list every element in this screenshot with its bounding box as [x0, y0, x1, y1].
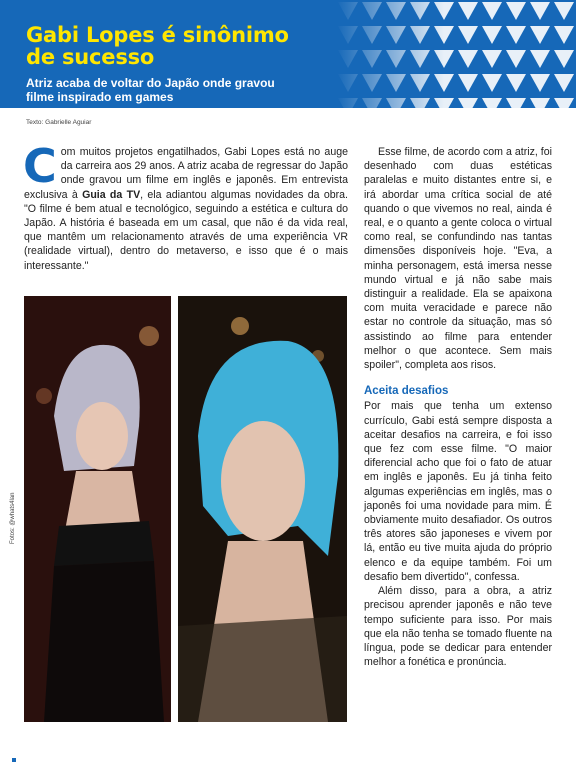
photo-illustration-1 [24, 296, 171, 722]
page-title [26, 24, 289, 68]
photo-illustration-2 [178, 296, 347, 722]
title-line-2: de sucesso [26, 45, 155, 69]
section-title: Aceita desafios [364, 385, 449, 398]
article-right-column [364, 145, 552, 669]
photo-gabi-right [178, 296, 347, 722]
intro-text-1: om muitos projetos engatilhados, Gabi Lopes está no auge da carreira aos 29 anos. A atriz acaba de regressar do Japão onde gravou um filme em inglês e japonês. Em entrevista exclusiva à [24, 146, 348, 201]
paragraph-film-aesthetics: Esse filme, de acordo com a atriz, foi desenhado com duas estéticas paralelas e muito distantes entre si, e irá abordar uma crítica social de até quando o que vivemos no real, ainda é real, e o quanto a gente coloca o virtual como real, se confundindo nas tantas dimensões disponíveis hoje. "Eva, a minha personagem, está imersa nesse mundo virtual e já não sabe mais distinguir a realidade. Ela se apaixona com muita veracidade e parece não estar no controle da situação, mas só assistindo ao filme para entender melhor o que acontece. Sem mais spoiler", completa aos risos. [364, 146, 552, 372]
photo-gabi-left [24, 296, 171, 722]
photo-credit: Fotos: @whats4lan [10, 492, 16, 544]
intro-bold-publication: Guia da TV [82, 188, 141, 201]
header-band [0, 0, 576, 108]
dropcap-letter: C [23, 139, 57, 193]
paragraph-japanese: Além disso, para a obra, a atriz precisou aprender japonês e não teve tempo suficiente para isso. Por mais que ela não tenha se tomado fluente na língua, pode se dedicar para entender melhor a fonética e pronúncia. [364, 585, 552, 669]
article-intro [23, 139, 348, 273]
intro-text-2: , ela adiantou algumas novidades da obra. "O filme é bem atual e tecnológico, seguindo a estética e cultura do Japão. A história é baseada em um casal, que não é da vida real, que mantêm um relacionamento através de uma experiência VR (realidade virtual), dentro do metaverso, e isso que é o mais interessante." [24, 188, 348, 272]
author-credit: Texto: Gabrielle Aguiar [26, 119, 92, 126]
page-marker [12, 758, 16, 762]
triangle-pattern-decoration [336, 0, 576, 108]
page-subtitle: Atriz acaba de voltar do Japão onde gravou filme inspirado em games [26, 76, 275, 104]
paragraph-challenges: Por mais que tenha um extenso currículo, Gabi está sempre disposta a aceitar desafios na carreira, e foi isso que fez com esse filme. "O maior diferencial acho que foi o fato de atuar em inglês e japonês. Eu já tinha feito algumas experiências em inglês, mas o japonês foi uma novidade para mim. É obviamente muito desafiador. Os outros três atores são japoneses e vivem por lá, então eu tive muita ajuda do próprio elenco e da equipe também. Foi um desafio bem divertido", confessa. [364, 400, 552, 583]
title-line-1: Gabi Lopes é sinônimo [26, 23, 289, 47]
